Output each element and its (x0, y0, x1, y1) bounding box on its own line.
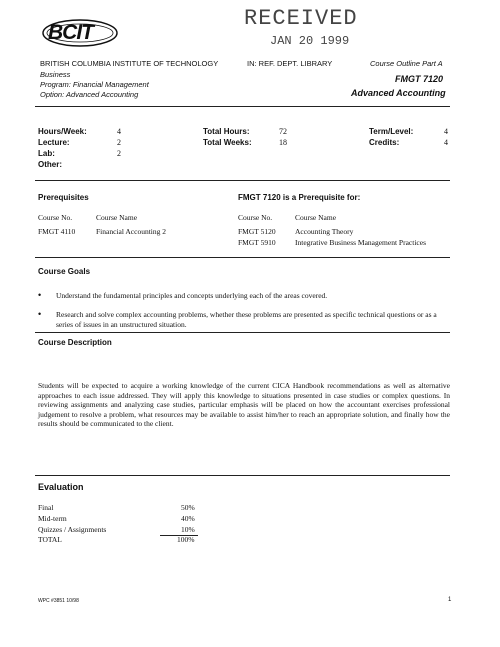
prereq-for-col-name: Course Name (295, 213, 337, 222)
logo-text: BCIT (48, 21, 93, 44)
total-weeks-value: 18 (279, 138, 287, 147)
eval-label-midterm: Mid-term (38, 514, 67, 523)
prereq-for-course-no-2: FMGT 5910 (238, 238, 276, 247)
eval-value-total: 100% (177, 535, 195, 544)
program-name: Program: Financial Management (40, 80, 149, 89)
prereq-for-title: FMGT 7120 is a Prerequisite for: (238, 193, 361, 202)
prereq-course-name: Financial Accounting 2 (96, 227, 166, 236)
term-value: 4 (444, 127, 448, 136)
form-code: WPC #3851 10/98 (38, 598, 79, 604)
goal-item-1: Understand the fundamental principles and concepts underlying each of the areas covered. (56, 291, 328, 300)
received-stamp (240, 6, 358, 50)
prereq-col-no: Course No. (38, 213, 73, 222)
stamp-word: RECEIVED (244, 6, 358, 31)
total-hours-value: 72 (279, 127, 287, 136)
page-number: 1 (448, 597, 452, 603)
bcit-logo (40, 18, 118, 48)
evaluation-title: Evaluation (38, 482, 84, 492)
hours-week-label: Hours/Week: (38, 127, 87, 136)
eval-label-total: TOTAL (38, 535, 62, 544)
lecture-value: 2 (117, 138, 121, 147)
lab-label: Lab: (38, 149, 55, 158)
term-label: Term/Level: (369, 127, 414, 136)
goals-divider (35, 332, 450, 333)
credits-value: 4 (444, 138, 448, 147)
eval-label-final: Final (38, 503, 54, 512)
school-name: Business (40, 70, 71, 79)
other-label: Other: (38, 160, 62, 169)
eval-value-final: 50% (181, 503, 195, 512)
eval-value-quizzes: 10% (181, 525, 195, 534)
eval-label-quizzes: Quizzes / Assignments (38, 525, 107, 534)
stamp-date: JAN 20 1999 (270, 34, 350, 48)
stamp-subtext: IN: REF. DEPT. LIBRARY (247, 59, 333, 68)
prereq-for-col-no: Course No. (238, 213, 273, 222)
hours-divider (35, 180, 450, 181)
goal-item-2: Research and solve complex accounting problems, whether these problems are presented as specific technical questions or as a series of issues in an unstructured situation. (56, 310, 437, 329)
credits-label: Credits: (369, 138, 400, 147)
prereq-divider (35, 257, 450, 258)
eval-value-midterm: 40% (181, 514, 195, 523)
header-divider (35, 106, 450, 107)
lecture-label: Lecture: (38, 138, 70, 147)
goal-bullet-2: • (38, 309, 42, 319)
description-divider (35, 475, 450, 476)
prereq-course-no: FMGT 4110 (38, 227, 76, 236)
part-label: Course Outline Part A (370, 59, 443, 68)
prereq-for-course-no-1: FMGT 5120 (238, 227, 276, 236)
prereq-for-course-name-1: Accounting Theory (295, 227, 354, 236)
prereq-for-course-name-2: Integrative Business Management Practices (295, 238, 427, 247)
prerequisites-title: Prerequisites (38, 193, 89, 202)
prereq-col-name: Course Name (96, 213, 138, 222)
lab-value: 2 (117, 149, 121, 158)
institute-name: BRITISH COLUMBIA INSTITUTE OF TECHNOLOGY (40, 59, 219, 68)
goals-title: Course Goals (38, 267, 91, 276)
total-hours-label: Total Hours: (203, 127, 250, 136)
option-name: Option: Advanced Accounting (40, 90, 139, 99)
course-title: Advanced Accounting (351, 88, 446, 98)
course-code: FMGT 7120 (395, 74, 444, 84)
description-text: Students will be expected to acquire a working knowledge of the current CICA Handbook recommendations as well as alternative approaches to each issue addressed. They will apply this knowledge to situations presented in case studies or complex questions. In reviewing assignments and analyzing case studies, particular emphasis will be placed on how the accountant exercises professional judgement to resolve a problem, what resources may be available to assist him/her to reach an appropriate solution, and finally how the results should be communicated to the client. (38, 381, 450, 429)
hours-week-value: 4 (117, 127, 121, 136)
goal-bullet-1: • (38, 290, 42, 300)
description-title: Course Description (38, 338, 112, 347)
total-weeks-label: Total Weeks: (203, 138, 252, 147)
